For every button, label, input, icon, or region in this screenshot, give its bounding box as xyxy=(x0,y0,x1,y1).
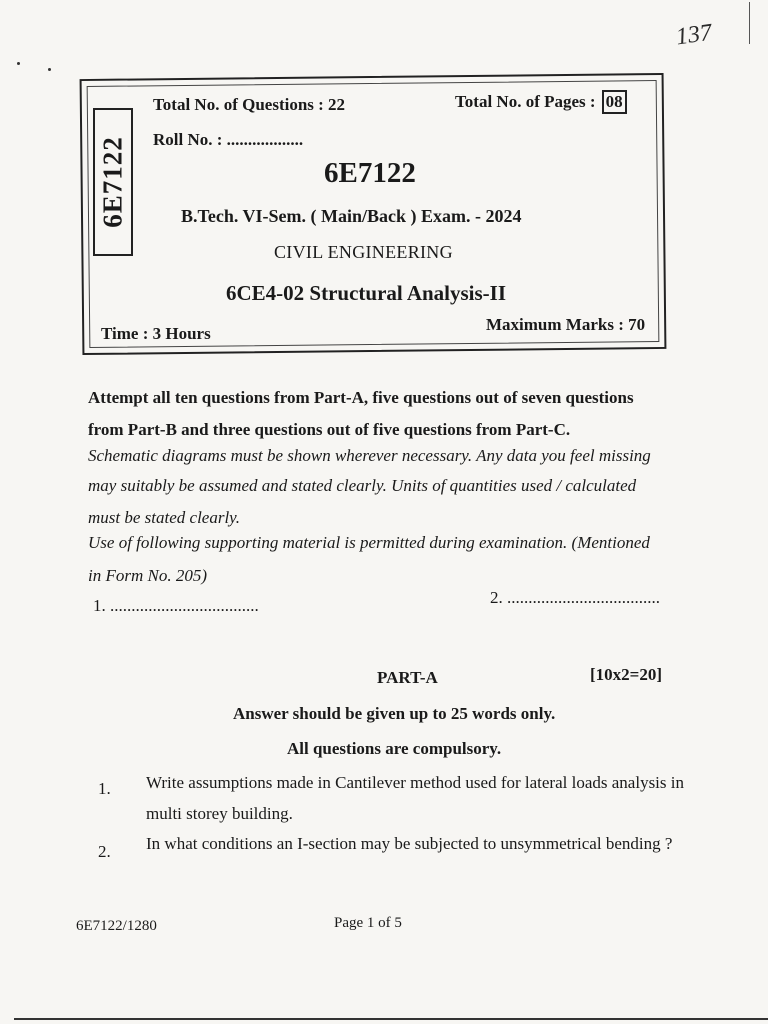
vertical-paper-code: 6E7122 xyxy=(97,136,128,228)
paper-code: 6E7122 xyxy=(324,157,416,189)
scan-speck xyxy=(17,62,20,65)
instruction-italic-4: Use of following supporting material is permitted during examination. (Mentioned xyxy=(88,533,650,552)
part-a-marks: [10x2=20] xyxy=(590,665,663,684)
subject-title: 6CE4-02 Structural Analysis-II xyxy=(226,281,507,305)
exam-time: Time : 3 Hours xyxy=(101,324,211,343)
scan-speck xyxy=(48,68,51,71)
instruction-italic-2: may suitably be assumed and stated clearly. Units of quantities used / calculated xyxy=(88,476,637,495)
supporting-material-blank-2: 2. .................................... xyxy=(490,588,660,607)
total-pages-value: 08 xyxy=(602,90,627,114)
question-number: 1. xyxy=(98,779,111,798)
branch-name: CIVIL ENGINEERING xyxy=(274,242,453,262)
instruction-italic-1: Schematic diagrams must be shown wherever necessary. Any data you feel missing xyxy=(88,446,651,465)
question-text: Write assumptions made in Cantilever method used for lateral loads analysis in xyxy=(146,773,684,792)
part-a-word-limit-note: Answer should be given up to 25 words only. xyxy=(233,704,556,723)
instruction-line-2: from Part-B and three questions out of five questions from Part-C. xyxy=(88,420,571,439)
scan-edge-mark xyxy=(749,2,750,44)
footer-paper-code: 6E7122/1280 xyxy=(76,918,157,934)
maximum-marks: Maximum Marks : 70 xyxy=(486,315,646,334)
instruction-line-1: Attempt all ten questions from Part-A, five questions out of seven questions xyxy=(88,388,634,407)
bottom-scan-edge xyxy=(14,1018,768,1020)
question-number: 2. xyxy=(98,842,111,861)
footer-page-number: Page 1 of 5 xyxy=(334,915,402,931)
roll-number: Roll No. : .................. xyxy=(153,130,304,149)
part-a-title: PART-A xyxy=(377,668,438,687)
instruction-italic-3: must be stated clearly. xyxy=(88,508,241,527)
total-pages xyxy=(455,90,627,114)
supporting-material-blank-1: 1. ................................... xyxy=(93,596,259,615)
total-pages-label: Total No. of Pages : xyxy=(455,92,596,111)
instruction-italic-5: in Form No. 205) xyxy=(88,566,207,585)
total-questions: Total No. of Questions : 22 xyxy=(153,95,346,114)
question-text: multi storey building. xyxy=(146,804,293,823)
vertical-paper-code-box xyxy=(93,108,133,256)
question-text: In what conditions an I-section may be subjected to unsymmetrical bending ? xyxy=(146,834,673,853)
handwritten-page-number: 137 xyxy=(674,19,714,51)
part-a-compulsory-note: All questions are compulsory. xyxy=(287,739,502,758)
exam-title: B.Tech. VI-Sem. ( Main/Back ) Exam. - 2024 xyxy=(181,206,522,226)
